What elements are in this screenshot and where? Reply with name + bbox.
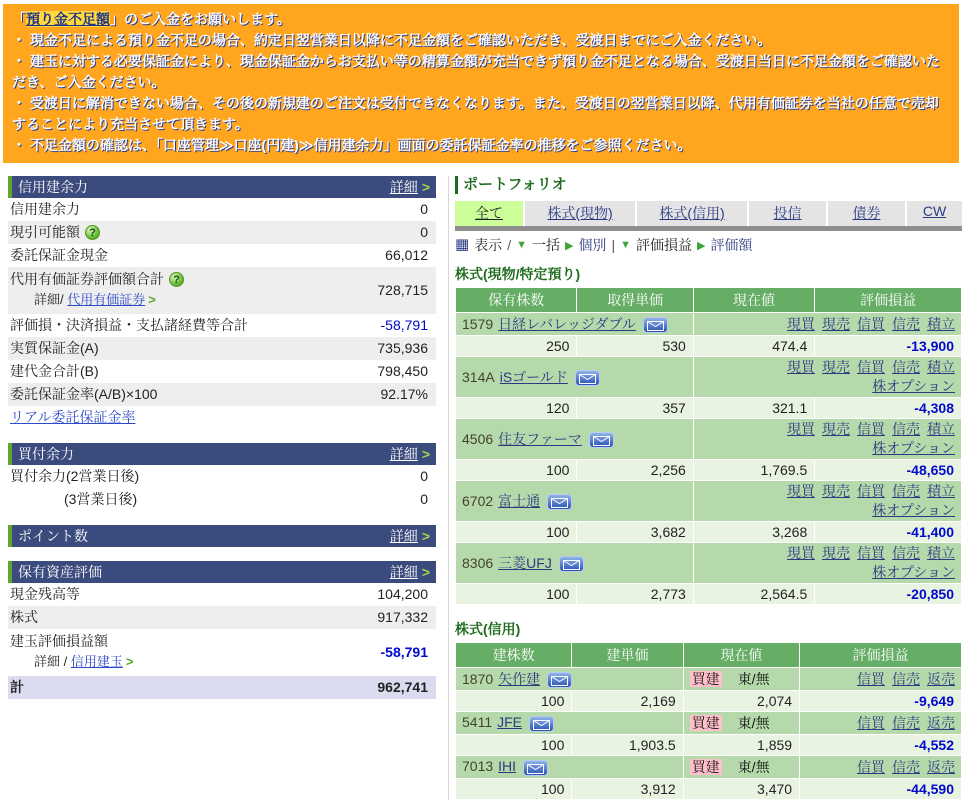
stock-row-values	[456, 336, 962, 357]
banner-headline: 「預り金不足額」のご入金をお願いします。	[12, 11, 291, 27]
quantity: 120	[456, 398, 577, 419]
current-price: 1,859	[683, 735, 799, 756]
help-icon[interactable]	[169, 272, 184, 287]
market-label: 東/無	[737, 759, 770, 775]
action-links	[700, 358, 955, 377]
pl-value: -48,650	[815, 460, 962, 481]
quantity: 100	[456, 584, 577, 605]
stock-name-link[interactable]: 日経レバレッジダブル	[498, 316, 636, 332]
deficit-amount-link[interactable]: 預り金不足額	[26, 11, 110, 27]
stock-name-link[interactable]: IHI	[498, 758, 517, 775]
action-link[interactable]: 信買	[857, 359, 885, 375]
triangle-down-icon	[516, 239, 527, 251]
stock-code: 7013	[462, 758, 494, 775]
action-link[interactable]: 株オプション	[872, 440, 955, 456]
quantity: 250	[456, 336, 577, 357]
stock-row-head	[456, 357, 962, 398]
action-links	[700, 315, 955, 334]
detail-link[interactable]: 詳細	[389, 446, 418, 462]
realtime-margin-ratio-link[interactable]: リアル委託保証金率	[10, 409, 136, 425]
action-link[interactable]: 積立	[927, 421, 955, 437]
stock-row-head	[456, 419, 962, 460]
current-price: 2,074	[683, 691, 799, 712]
portfolio-panel	[448, 176, 962, 800]
margin-stocks-table	[455, 642, 962, 800]
mail-icon[interactable]	[529, 716, 554, 732]
stock-row-values	[456, 691, 962, 712]
market-label: 東/無	[737, 671, 770, 687]
detail-link[interactable]: 詳細	[389, 528, 418, 544]
triangle-right-icon	[697, 239, 705, 252]
table-header-row: 保有株数 取得単価 現在値 評価損益	[456, 288, 962, 313]
stock-code: 1870	[462, 671, 494, 687]
pl-value: -4,308	[815, 398, 962, 419]
unit-price: 530	[577, 336, 693, 357]
section-header-points: ポイント数 詳細 >	[8, 525, 436, 547]
stock-row-head	[456, 756, 962, 779]
action-links-2	[700, 439, 955, 458]
row-position-pl: 建玉評価損益額 詳細 / 信用建玉 > -58,791	[8, 629, 436, 676]
tab-stock-margin[interactable]: 株式(信用)	[637, 201, 747, 226]
stock-name-link[interactable]: 矢作建	[498, 671, 541, 687]
account-summary-panel	[8, 176, 436, 800]
action-link[interactable]: 信買	[857, 421, 885, 437]
action-links	[806, 758, 955, 777]
margin-stocks-title: 株式(信用)	[455, 621, 521, 637]
pl-value: -44,590	[800, 779, 962, 800]
action-link[interactable]: 現売	[822, 421, 850, 437]
mail-icon[interactable]	[575, 370, 600, 386]
market-label: 東/無	[737, 715, 770, 731]
unit-price: 357	[577, 398, 693, 419]
current-price: 1,769.5	[693, 460, 814, 481]
unit-price: 2,169	[572, 691, 683, 712]
action-link[interactable]: 信買	[857, 545, 885, 561]
current-price: 3,470	[683, 779, 799, 800]
tab-cw[interactable]: CW	[907, 201, 962, 226]
unit-price: 2,773	[577, 584, 693, 605]
mail-icon[interactable]	[643, 317, 668, 333]
quantity: 100	[456, 779, 572, 800]
mode-ikkatsu[interactable]: 一括	[531, 237, 560, 253]
action-links	[700, 420, 955, 439]
mode-value-link[interactable]: 評価額	[710, 237, 753, 253]
stock-row-values	[456, 735, 962, 756]
row-genbiki: 現引可能額 ? 0	[8, 221, 436, 244]
banner-bullet: ・ 建玉に対する必要保証金により、現金保証金からお支払い等の精算金額が充当できず預り金不足となる場合、受渡日当日に不足金額をご確認いただき、ご入金ください。	[12, 53, 940, 90]
chevron-right-icon	[123, 654, 134, 669]
action-links	[700, 544, 955, 563]
action-link[interactable]: 株オプション	[872, 564, 955, 580]
row-buying-power-2d: 買付余力(2営業日後) 0	[10, 468, 428, 484]
table-view-icon[interactable]	[455, 238, 469, 252]
action-link[interactable]: 積立	[927, 315, 955, 332]
action-link[interactable]: 信買	[857, 758, 885, 775]
stock-row-values	[456, 779, 962, 800]
action-link[interactable]: 信買	[857, 483, 885, 499]
action-link[interactable]: 現買	[787, 359, 815, 375]
action-link[interactable]: 信買	[857, 714, 885, 731]
action-link[interactable]: 現買	[787, 483, 815, 499]
cash-stocks-title: 株式(現物/特定預り)	[455, 266, 581, 282]
stock-row-head	[456, 668, 962, 691]
action-link[interactable]: 現売	[822, 315, 850, 332]
row-daiyo: 代用有価証券評価額合計 ? 詳細/ 代用有価証券 > 728,715	[8, 267, 436, 314]
help-icon[interactable]	[85, 225, 100, 240]
action-links-2	[700, 377, 955, 396]
banner-bullet: ・ 現金不足による預り金不足の場合、約定日翌営業日以降に不足金額をご確認いただき、受渡日までにご入金ください。	[12, 32, 772, 48]
deficit-notice-banner	[3, 4, 959, 163]
stock-name-link[interactable]: 三菱UFJ	[498, 555, 552, 571]
action-link[interactable]: 信売	[892, 670, 920, 687]
unit-price: 3,682	[577, 522, 693, 543]
portfolio-tabs	[455, 201, 962, 226]
action-link[interactable]: 信売	[892, 421, 920, 437]
action-link[interactable]: 現売	[822, 545, 850, 561]
stock-row-values	[456, 398, 962, 419]
action-link[interactable]: 株オプション	[872, 378, 955, 394]
action-links	[806, 714, 955, 733]
action-links	[806, 670, 955, 689]
daiyo-securities-link[interactable]: 代用有価証券	[67, 292, 146, 307]
chevron-right-icon	[420, 525, 436, 547]
stock-code: 6702	[462, 493, 494, 509]
stock-row-head	[456, 481, 962, 522]
chevron-right-icon	[145, 292, 156, 307]
section-header-margin-power: 信用建余力 詳細 >	[8, 176, 436, 198]
stock-row-head	[456, 543, 962, 584]
stock-row-values	[456, 460, 962, 481]
stock-code: 8306	[462, 555, 494, 571]
chevron-right-icon	[420, 176, 436, 198]
banner-bullet: ・ 受渡日に解消できない場合、その後の新規建のご注文は受付できなくなります。また、受渡日の翌営業日以降、代用有価証券を当社の任意で売却することにより充当させて頂きます。	[12, 95, 939, 132]
tab-all[interactable]: 全て	[455, 201, 523, 226]
stock-code: 314A	[462, 369, 495, 385]
action-link[interactable]: 現買	[787, 545, 815, 561]
row-total-assets: 計 962,741	[8, 676, 436, 699]
row-stocks-value: 株式 917,332	[8, 606, 436, 629]
detail-link[interactable]: 詳細	[389, 179, 418, 195]
stock-row-values	[456, 522, 962, 543]
action-link[interactable]: 積立	[927, 483, 955, 499]
title-accent-bar	[455, 176, 458, 194]
position-type-badge: 買建	[691, 715, 720, 731]
stock-name-link[interactable]: 富士通	[498, 493, 541, 509]
action-link[interactable]: 信売	[892, 359, 920, 375]
detail-link[interactable]: 詳細	[389, 564, 418, 580]
position-type-badge: 買建	[691, 671, 720, 687]
action-link[interactable]: 信買	[857, 670, 885, 687]
margin-positions-link[interactable]: 信用建玉	[70, 654, 123, 669]
stock-row-head	[456, 313, 962, 336]
row-realtime-ratio	[8, 406, 436, 429]
quantity: 100	[456, 735, 572, 756]
action-link[interactable]: 積立	[927, 545, 955, 561]
triangle-right-icon	[565, 239, 573, 252]
row-margin-power: 信用建余力 0	[10, 201, 428, 217]
cash-stocks-table	[455, 287, 962, 605]
display-toolbar: ▦ 表示 / ▼ 一括 ▶ 個別 | ▼ 評価損益 ▶ 評価額	[455, 231, 962, 257]
action-link[interactable]: 現売	[822, 359, 850, 375]
tab-funds[interactable]: 投信	[749, 201, 826, 226]
action-link[interactable]: 信買	[857, 315, 885, 332]
action-link[interactable]: 信売	[892, 714, 920, 731]
quantity: 100	[456, 460, 577, 481]
current-price: 474.4	[693, 336, 814, 357]
row-buying-power-3d: (3営業日後) 0	[64, 491, 428, 507]
section-header-buying-power: 買付余力 詳細 >	[8, 443, 436, 465]
chevron-right-icon	[420, 443, 436, 465]
row-eval-loss: 評価損・決済損益・支払諸経費等合計 -58,791	[10, 317, 428, 333]
pl-value: -9,649	[800, 691, 962, 712]
stock-code: 5411	[462, 714, 493, 731]
quantity: 100	[456, 522, 577, 543]
row-open-amount: 建代金合計(B) 798,450	[10, 363, 428, 379]
stock-name-link[interactable]: iSゴールド	[499, 369, 568, 385]
action-link[interactable]: 現買	[787, 315, 815, 332]
current-price: 321.1	[693, 398, 814, 419]
action-link[interactable]: 信売	[892, 545, 920, 561]
action-link[interactable]: 信売	[892, 315, 920, 332]
mail-icon[interactable]	[589, 432, 614, 448]
banner-bullet: ・ 不足金額の確認は、「口座管理≫口座(円建)≫信用建余力」画面の委託保証金率の推移をご参照ください。	[12, 137, 692, 153]
stock-code: 1579	[462, 316, 494, 332]
row-real-margin: 実質保証金(A) 735,936	[8, 337, 436, 360]
position-type-badge: 買建	[691, 759, 720, 775]
action-links-2	[700, 501, 955, 520]
action-links-2	[700, 563, 955, 582]
unit-price: 3,912	[572, 779, 683, 800]
tab-bonds[interactable]: 債券	[828, 201, 905, 226]
action-links	[700, 482, 955, 501]
pl-value: -41,400	[815, 522, 962, 543]
pl-value: -4,552	[800, 735, 962, 756]
row-margin-ratio: 委託保証金率(A/B)×100 92.17%	[8, 383, 436, 406]
row-margin-cash: 委託保証金現金 66,012	[10, 247, 428, 263]
tab-stock-cash[interactable]: 株式(現物)	[525, 201, 635, 226]
mode-pl[interactable]: 評価損益	[635, 237, 692, 253]
action-link[interactable]: 信売	[892, 483, 920, 499]
action-link[interactable]: 信売	[892, 758, 920, 775]
mail-icon[interactable]	[559, 556, 584, 572]
quantity: 100	[456, 691, 572, 712]
unit-price: 2,256	[577, 460, 693, 481]
stock-row-head	[456, 712, 962, 735]
unit-price: 1,903.5	[572, 735, 683, 756]
action-link[interactable]: 現売	[822, 483, 850, 499]
mail-icon[interactable]	[523, 760, 548, 776]
action-link[interactable]: 返売	[927, 670, 955, 687]
mode-kobetsu-link[interactable]: 個別	[578, 237, 607, 253]
mail-icon[interactable]	[547, 672, 572, 688]
stock-name-link[interactable]: 住友ファーマ	[498, 431, 582, 447]
table-header-row: 建株数 建単価 現在値 評価損益	[456, 643, 962, 668]
triangle-down-icon	[620, 239, 631, 251]
current-price: 3,268	[693, 522, 814, 543]
current-price: 2,564.5	[693, 584, 814, 605]
mail-icon[interactable]	[547, 494, 572, 510]
chevron-right-icon	[420, 561, 436, 583]
stock-name-link[interactable]: JFE	[497, 714, 522, 731]
portfolio-title: ポートフォリオ	[455, 176, 962, 194]
action-link[interactable]: 返売	[927, 758, 955, 775]
action-link[interactable]: 現買	[787, 421, 815, 437]
stock-code: 4506	[462, 431, 494, 447]
section-header-assets: 保有資産評価 詳細 >	[8, 561, 436, 583]
action-link[interactable]: 積立	[927, 359, 955, 375]
action-link[interactable]: 株オプション	[872, 502, 955, 518]
pl-value: -20,850	[815, 584, 962, 605]
action-link[interactable]: 返売	[927, 714, 955, 731]
pl-value: -13,900	[815, 336, 962, 357]
stock-row-values	[456, 584, 962, 605]
row-cash-balance: 現金残高等 104,200	[10, 586, 428, 602]
